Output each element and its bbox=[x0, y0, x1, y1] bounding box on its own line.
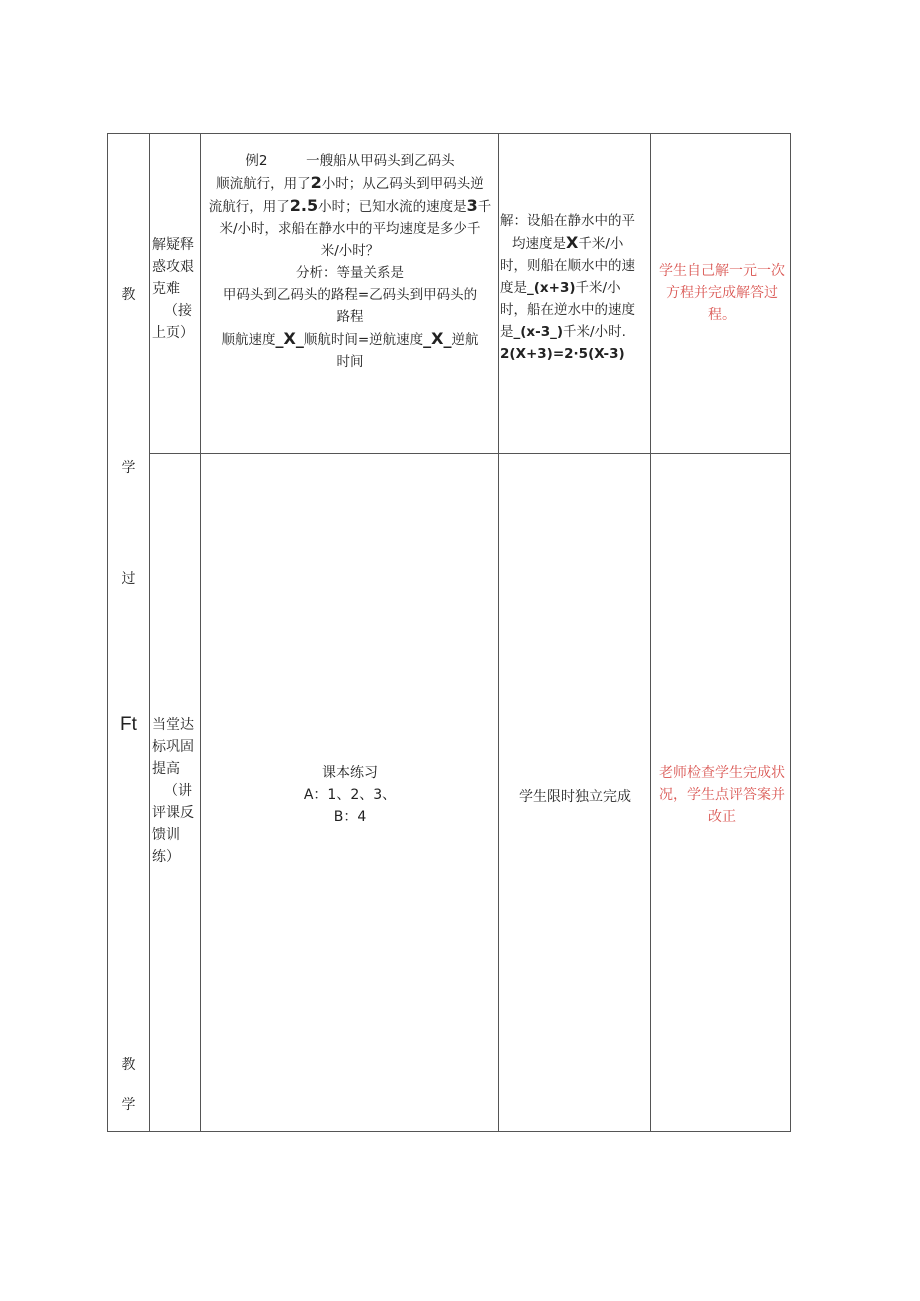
teacher-note: 老师检查学生完成状 况，学生点评答案并 改正 bbox=[659, 765, 785, 825]
example-problem: 例2 一艘船从甲码头到乙码头 顺流航行，用了2小时；从乙码头到甲码头逆 流航行，用了2.5小时；已知水流的速度是3千 米/小时，求船在静水中的平均速度是多少千 米/小时？ 分析：等量关系是 甲码头到乙码头的路程=乙码头到甲码头的 路程 顺航速度_X_顺航时间=逆航速度_X_逆航 时间 bbox=[208, 153, 492, 370]
stage-char: 学 bbox=[121, 460, 136, 476]
stage-char: 学 bbox=[121, 1097, 136, 1113]
teacher-note: 学生自己解一元一次 方程并完成解答过 程。 bbox=[659, 263, 785, 323]
column-divider bbox=[650, 134, 651, 1131]
lesson-table bbox=[107, 133, 791, 1132]
exercise-list: 课本练习 A：1、2、3、 B：4 bbox=[303, 765, 397, 825]
row-divider bbox=[149, 453, 790, 454]
stage-char: 教 bbox=[121, 287, 136, 303]
column-divider bbox=[200, 134, 201, 1131]
column-divider bbox=[498, 134, 499, 1131]
section-label: 当堂达 标巩固 提高 （讲 评课反 馈训 练） bbox=[152, 717, 194, 865]
student-activity: 学生限时独立完成 bbox=[519, 789, 631, 805]
solution-text: 解：设船在静水中的平 均速度是X千米/小 时，则船在顺水中的速 度是_(x+3)千米/小 时，船在逆水中的速度 是_(x-3_)千米/小时. 2(X+3)=2·5(X-3) bbox=[500, 213, 635, 362]
stage-char: 教 bbox=[121, 1057, 136, 1073]
section-label: 解疑释 惑攻艰 克难 （接 上页） bbox=[152, 237, 194, 341]
stage-char: Ft bbox=[120, 714, 137, 735]
stage-char: 过 bbox=[121, 571, 136, 587]
column-divider bbox=[149, 134, 150, 1131]
